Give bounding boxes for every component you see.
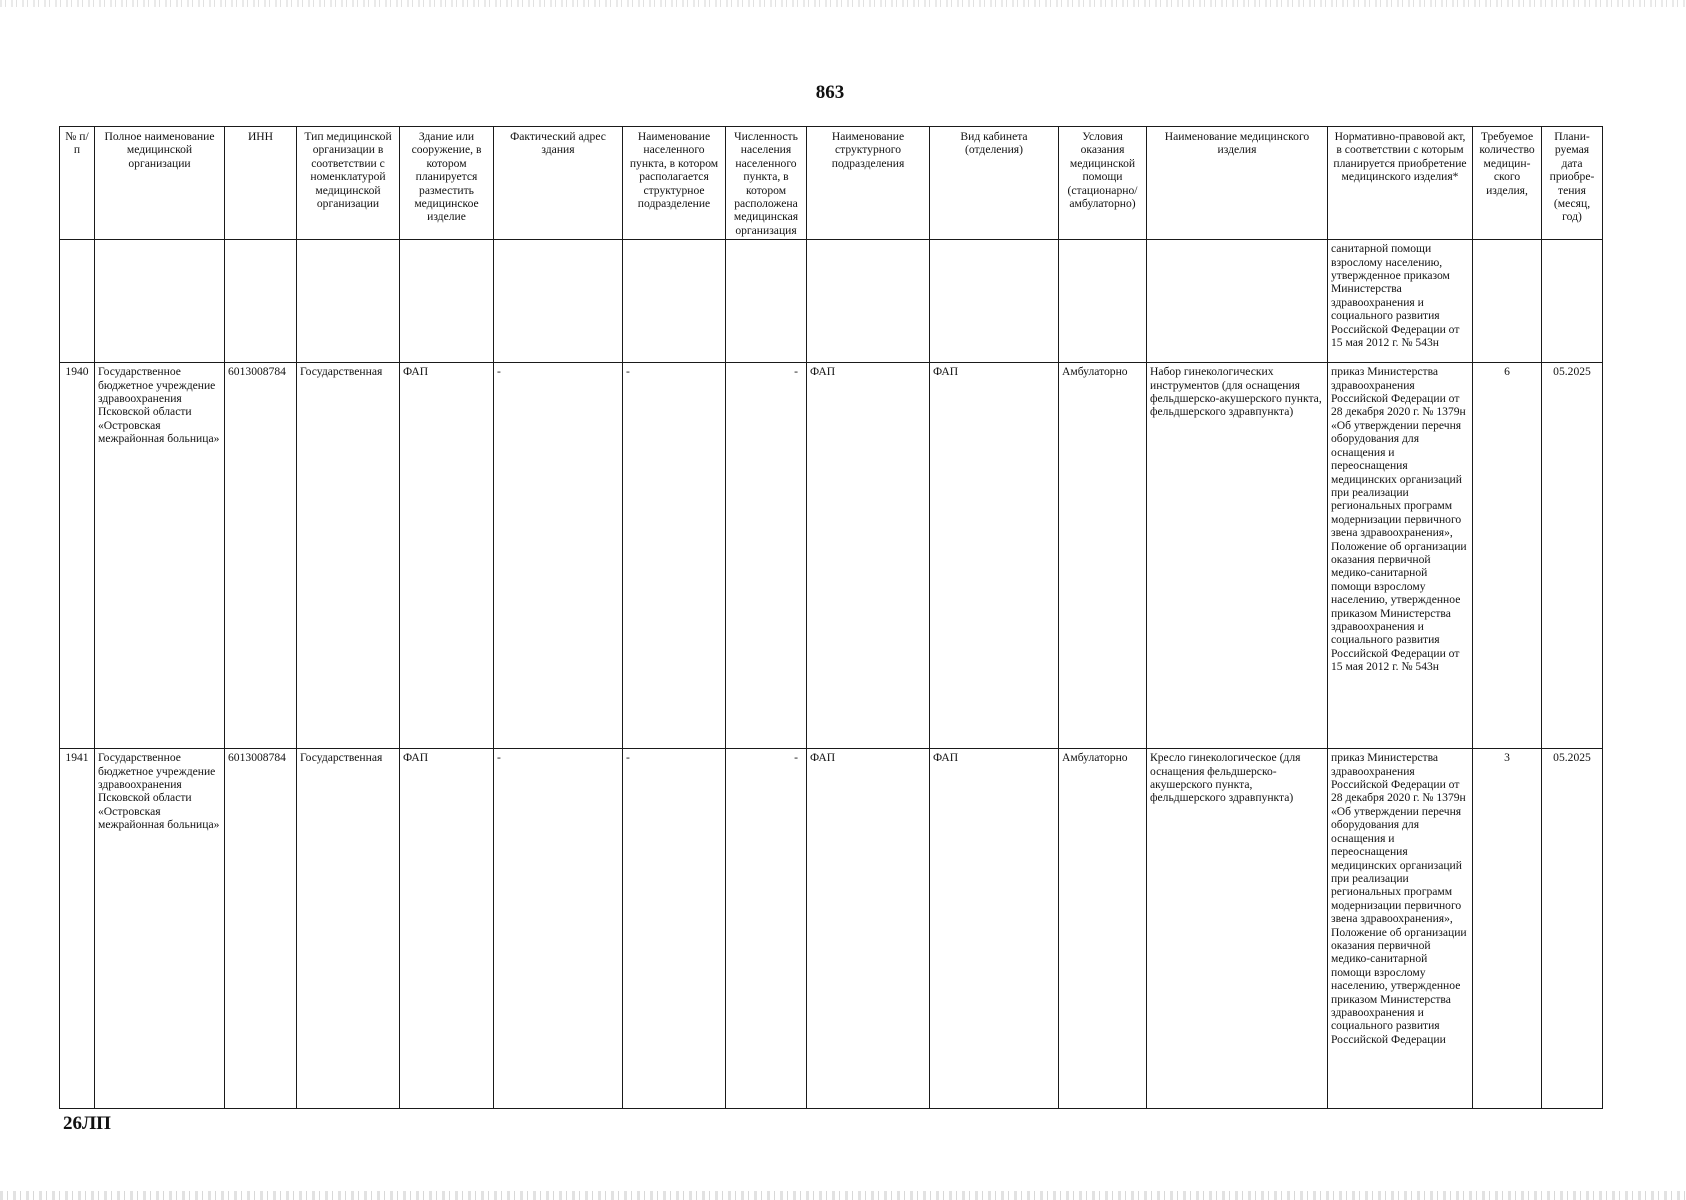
cell-act: приказ Министерства здравоохранения Российской Федерации от 28 декабря 2020 г. № 1379н «Об утверждении перечня оборудования для оснащения и переоснащения медицинских организаций при реализации региональных программ модернизации первичного звена здравоохранения», Положение об организации оказания первичной медико-санитарной помощи взрослому населению, утвержденное приказом Министерства здравоохранения и социального развития Российской Федерации: [1328, 749, 1473, 1109]
col-header-cabinet: Вид кабинета (отделения): [930, 127, 1059, 240]
cell-org: Государственное бюджетное учреждение здравоохранения Псковской области «Островская межрайонная больница»: [95, 363, 225, 749]
registry-table: [59, 126, 1603, 1109]
cell-inn: 6013008784: [225, 749, 297, 1109]
cell-date: 05.2025: [1542, 749, 1603, 1109]
cell-device: Набор гинекологических инструментов (для оснащения фельдшерско-акушерского пункта, фельдшерского здравпункта): [1147, 363, 1328, 749]
table-row: [60, 749, 1603, 1109]
page-number: 863: [815, 82, 845, 103]
cell-cabinet: ФАП: [930, 749, 1059, 1109]
col-header-qty: Требуемое количество медицин-ского изделия,: [1473, 127, 1542, 240]
cell-act-continuation: санитарной помощи взрослому населению, утвержденное приказом Министерства здравоохранения и социального развития Российской Федерации от 15 мая 2012 г. № 543н: [1328, 240, 1473, 363]
table-row: [60, 363, 1603, 749]
cell-qty: 6: [1473, 363, 1542, 749]
cell-type: Государственная: [297, 749, 400, 1109]
scan-edge-top: [0, 0, 1686, 7]
cell-conditions: Амбулаторно: [1059, 749, 1147, 1109]
cell-org: Государственное бюджетное учреждение здравоохранения Псковской области «Островская межрайонная больница»: [95, 749, 225, 1109]
col-header-num: № п/п: [60, 127, 95, 240]
col-header-settlement: Наименование населенного пункта, в котором располагается структурное подразделение: [623, 127, 726, 240]
cell-unit: ФАП: [807, 363, 930, 749]
cell-num: 1941: [60, 749, 95, 1109]
col-header-type: Тип медицинской организации в соответствии с номенклатурой медицинской организации: [297, 127, 400, 240]
scan-edge-bottom: [0, 1191, 1686, 1200]
col-header-population: Численность населения населенного пункта, в котором расположена медицинская организация: [726, 127, 807, 240]
cell-conditions: Амбулаторно: [1059, 363, 1147, 749]
col-header-inn: ИНН: [225, 127, 297, 240]
col-header-act: Нормативно-правовой акт, в соответствии с которым планируется приобретение медицинского изделия*: [1328, 127, 1473, 240]
cell-building: ФАП: [400, 363, 494, 749]
cell-population: -: [726, 363, 807, 749]
cell-device: Кресло гинекологическое (для оснащения фельдшерско-акушерского пункта, фельдшерского здравпункта): [1147, 749, 1328, 1109]
col-header-conditions: Условия оказания медицинской помощи (стационарно/ амбулаторно): [1059, 127, 1147, 240]
cell-address: -: [494, 749, 623, 1109]
cell-unit: ФАП: [807, 749, 930, 1109]
cell-settlement: -: [623, 363, 726, 749]
col-header-unit: Наименование структурного подразделения: [807, 127, 930, 240]
col-header-building: Здание или сооружение, в котором планируется разместить медицинское изделие: [400, 127, 494, 240]
cell-cabinet: ФАП: [930, 363, 1059, 749]
table-row-continuation: [60, 240, 1603, 363]
col-header-org: Полное наименование медицинской организации: [95, 127, 225, 240]
col-header-device: Наименование медицинского изделия: [1147, 127, 1328, 240]
cell-num: 1940: [60, 363, 95, 749]
col-header-address: Фактический адрес здания: [494, 127, 623, 240]
col-header-date: Плани-руемая дата приобре-тения (месяц, год): [1542, 127, 1603, 240]
cell-population: -: [726, 749, 807, 1109]
cell-qty: 3: [1473, 749, 1542, 1109]
cell-inn: 6013008784: [225, 363, 297, 749]
cell-date: 05.2025: [1542, 363, 1603, 749]
cell-type: Государственная: [297, 363, 400, 749]
cell-building: ФАП: [400, 749, 494, 1109]
cell-act: приказ Министерства здравоохранения Российской Федерации от 28 декабря 2020 г. № 1379н «Об утверждении перечня оборудования для оснащения и переоснащения медицинских организаций при реализации региональных программ модернизации первичного звена здравоохранения», Положение об организации оказания первичной медико-санитарной помощи взрослому населению, утвержденное приказом Министерства здравоохранения и социального развития Российской Федерации от 15 мая 2012 г. № 543н: [1328, 363, 1473, 749]
cell-settlement: -: [623, 749, 726, 1109]
cell-address: -: [494, 363, 623, 749]
footer-code: 26ЛП: [63, 1113, 111, 1134]
table-header-row: [60, 127, 1603, 240]
